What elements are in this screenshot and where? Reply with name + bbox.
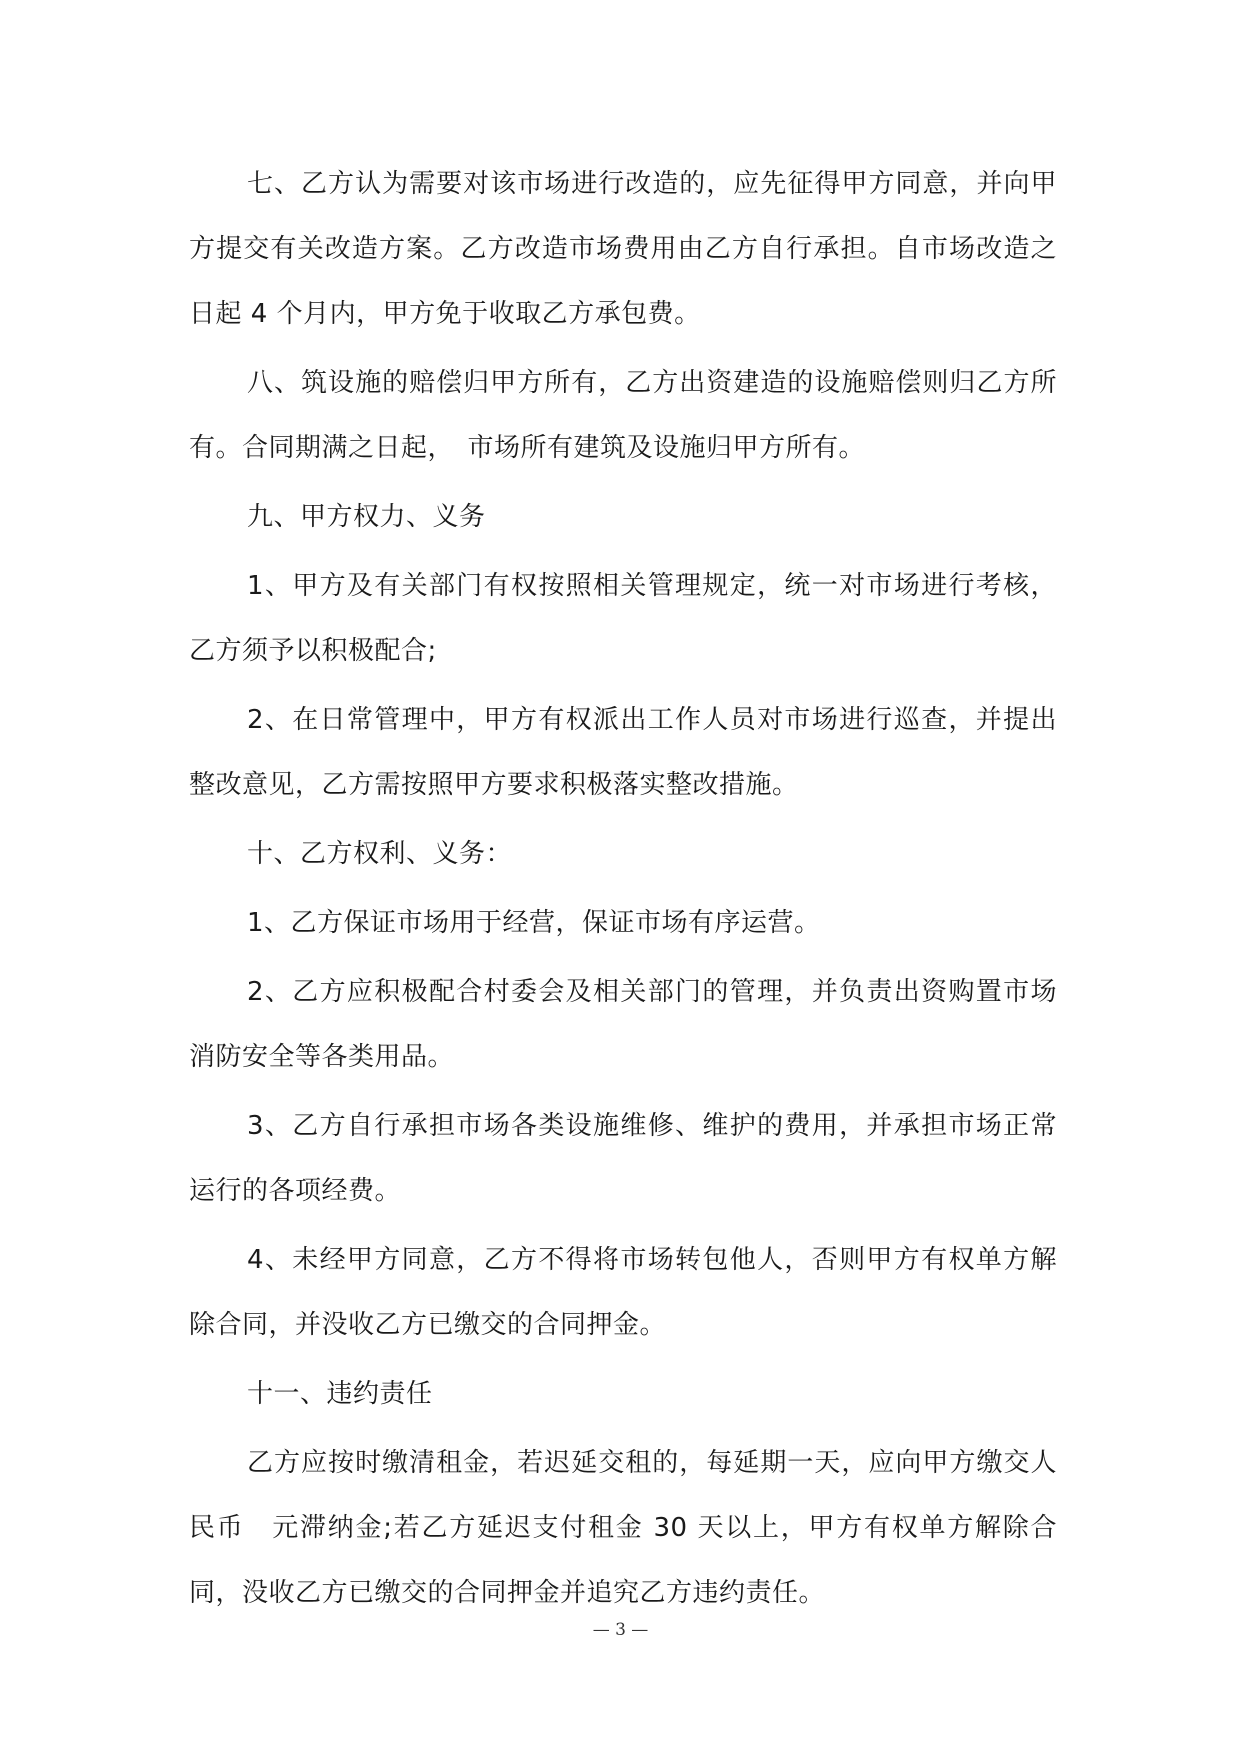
paragraph-clause-9-item-2: 2、在日常管理中，甲方有权派出工作人员对市场进行巡查，并提出整改意见，乙方需按照甲方要求积极落实整改措施。 xyxy=(189,705,1057,800)
heading-clause-10: 十、乙方权利、义务： xyxy=(247,839,513,869)
paragraph-clause-8: 八、筑设施的赔偿归甲方所有，乙方出资建造的设施赔偿则归乙方所有。合同期满之日起， 市场所有建筑及设施归甲方所有。 xyxy=(189,368,1057,463)
paragraph-clause-7: 七、乙方认为需要对该市场进行改造的，应先征得甲方同意，并向甲方提交有关改造方案。乙方改造市场费用由乙方自行承担。自市场改造之日起 4 个月内，甲方免于收取乙方承包费。 xyxy=(189,169,1057,329)
document-body xyxy=(189,152,1057,1630)
heading-clause-9: 九、甲方权力、义务 xyxy=(247,502,486,532)
paragraph-clause-10-item-3: 3、乙方自行承担市场各类设施维修、维护的费用，并承担市场正常运行的各项经费。 xyxy=(189,1111,1057,1206)
heading-clause-11: 十一、违约责任 xyxy=(247,1379,433,1409)
paragraph-clause-11-body: 乙方应按时缴清租金，若迟延交租的，每延期一天，应向甲方缴交人民币 元滞纳金;若乙方延迟支付租金 30 天以上，甲方有权单方解除合同，没收乙方已缴交的合同押金并追究乙方违约责任。 xyxy=(189,1448,1057,1608)
page-number: — 3 — xyxy=(592,1620,649,1640)
paragraph-clause-9-item-1: 1、甲方及有关部门有权按照相关管理规定，统一对市场进行考核，乙方须予以积极配合; xyxy=(189,571,1057,666)
paragraph-clause-10-item-2: 2、乙方应积极配合村委会及相关部门的管理，并负责出资购置市场消防安全等各类用品。 xyxy=(189,977,1057,1072)
paragraph-clause-10-item-1: 1、乙方保证市场用于经营，保证市场有序运营。 xyxy=(247,908,821,938)
paragraph-clause-10-item-4: 4、未经甲方同意，乙方不得将市场转包他人，否则甲方有权单方解除合同，并没收乙方已缴交的合同押金。 xyxy=(189,1245,1057,1340)
